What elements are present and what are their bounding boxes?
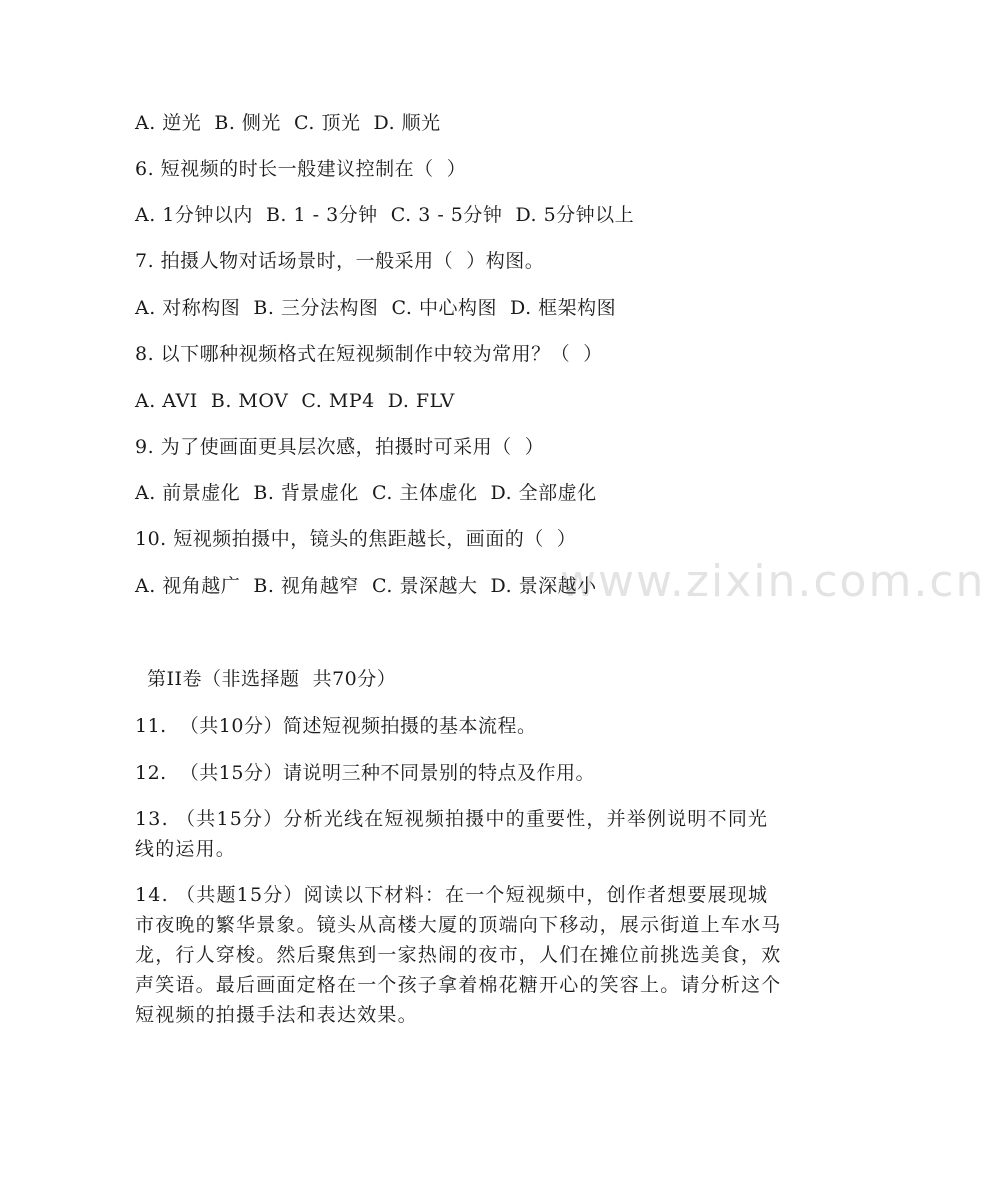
- q8-options: A. AVI B. MOV C. MP4 D. FLV: [135, 390, 455, 412]
- watermark: www.zixin.com.cn: [560, 556, 985, 607]
- q10-stem: 10. 短视频拍摄中，镜头的焦距越长，画面的（ ）: [135, 528, 577, 550]
- q6-options: A. 1分钟以内 B. 1 - 3分钟 C. 3 - 5分钟 D. 5分钟以上: [135, 204, 635, 226]
- q7-stem: 7. 拍摄人物对话场景时，一般采用（ ）构图。: [135, 250, 545, 272]
- q9-stem: 9. 为了使画面更具层次感，拍摄时可采用（ ）: [135, 436, 545, 458]
- question-14: 14. （共题15分）阅读以下材料：在一个短视频中，创作者想要展现城市夜晚的繁华景象。镜头从高楼大厦的顶端向下移动，展示街道上车水马龙，行人穿梭。然后聚焦到一家热闹的夜市，人们在摊位前挑选美食，欢声笑语。最后画面定格在一个孩子拿着棉花糖开心的笑容上。请分析这个短视频的拍摄手法和表达效果。: [135, 884, 782, 1026]
- q6-stem: 6. 短视频的时长一般建议控制在（ ）: [135, 158, 467, 180]
- q7-options: A. 对称构图 B. 三分法构图 C. 中心构图 D. 框架构图: [135, 297, 617, 319]
- question-12: 12. （共15分）请说明三种不同景别的特点及作用。: [135, 762, 595, 784]
- q8-stem: 8. 以下哪种视频格式在短视频制作中较为常用？（ ）: [135, 343, 603, 365]
- q10-options: A. 视角越广 B. 视角越窄 C. 景深越大 D. 景深越小: [135, 575, 597, 597]
- q5-options: A. 逆光 B. 侧光 C. 顶光 D. 顺光: [135, 112, 441, 134]
- question-13: 13. （共15分）分析光线在短视频拍摄中的重要性，并举例说明不同光线的运用。: [135, 808, 769, 860]
- section-title: 第II卷（非选择题 共70分）: [147, 668, 397, 690]
- question-11: 11. （共10分）简述短视频拍摄的基本流程。: [135, 715, 537, 737]
- q9-options: A. 前景虚化 B. 背景虚化 C. 主体虚化 D. 全部虚化: [135, 482, 597, 504]
